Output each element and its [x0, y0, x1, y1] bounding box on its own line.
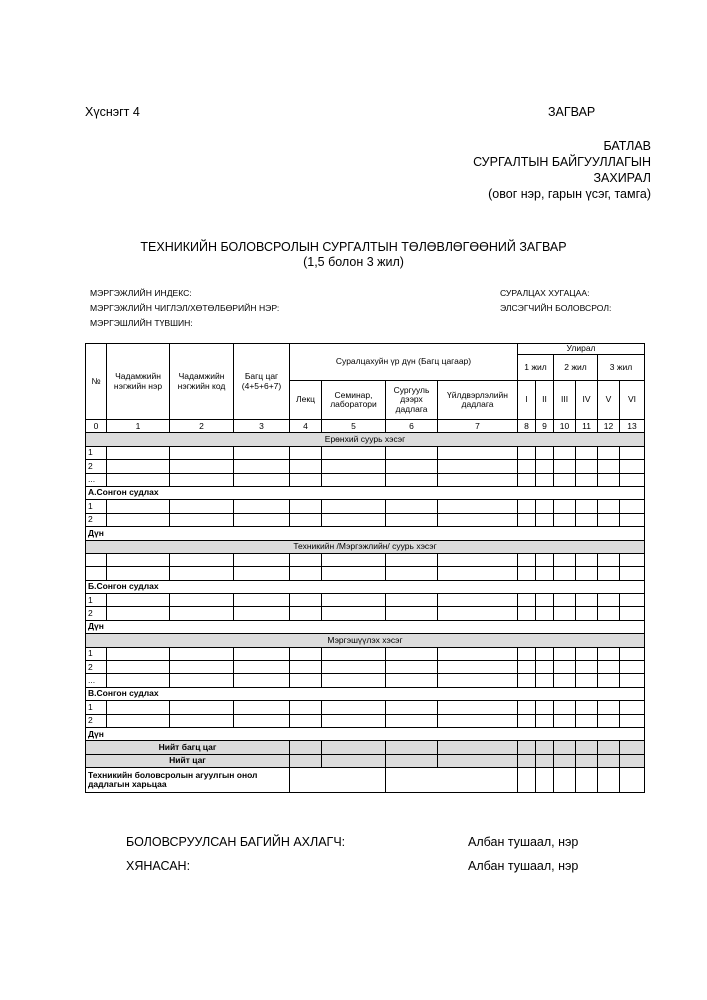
row-number: 1: [86, 446, 107, 459]
header-year-1: 1 жил: [518, 355, 554, 381]
col-num: 6: [386, 420, 438, 433]
header-sem-6: VI: [620, 381, 645, 420]
table-row: [86, 460, 645, 473]
col-num: 13: [620, 420, 645, 433]
table-row: [86, 473, 645, 486]
col-num: 7: [438, 420, 518, 433]
row-number: 2: [86, 607, 107, 620]
field-level: МЭРГЭШЛИЙН ТҮВШИН:: [90, 318, 193, 328]
col-num: 9: [536, 420, 554, 433]
row-number: 1: [86, 500, 107, 513]
header-school-practice: Сургууль дээрх дадлага: [386, 381, 438, 420]
table-row: [86, 446, 645, 459]
field-duration: СУРАЛЦАХ ХУГАЦАА:: [500, 288, 590, 298]
col-num: 4: [290, 420, 322, 433]
subtotal-label: Дүн: [86, 727, 645, 740]
org-line-1: СУРГАЛТЫН БАЙГУУЛЛАГЫН: [473, 155, 651, 169]
row-number: 1: [86, 647, 107, 660]
row-number: 2: [86, 513, 107, 526]
total-hours-label: Нийт цаг: [86, 754, 290, 767]
section-professional: Мэргэшүүлэх хэсэг: [86, 634, 645, 647]
total-credit-label: Нийт багц цаг: [86, 741, 290, 754]
header-credit: Багц цаг (4+5+6+7): [234, 344, 290, 420]
row-ellipsis: ...: [86, 473, 107, 486]
curriculum-table: [85, 343, 645, 793]
table-row: [86, 513, 645, 526]
row-number: 2: [86, 460, 107, 473]
row-number: 1: [86, 701, 107, 714]
header-seminar: Семинар, лаборатори: [322, 381, 386, 420]
header-industry-practice: Үйлдвэрлэлийн дадлага: [438, 381, 518, 420]
table-row: [86, 701, 645, 714]
col-num: 1: [107, 420, 170, 433]
checked-label: ХЯНАСАН:: [126, 859, 191, 873]
approve-label: БАТЛАВ: [603, 139, 651, 153]
header-lecture: Лекц: [290, 381, 322, 420]
section-general: Ерөнхий суурь хэсэг: [86, 433, 645, 446]
col-num: 8: [518, 420, 536, 433]
table-row: [86, 553, 645, 566]
field-index: МЭРГЭЖЛИЙН ИНДЕКС:: [90, 288, 192, 298]
template-label: ЗАГВАР: [548, 105, 596, 119]
appendix-label: Хүснэгт 4: [85, 105, 140, 119]
subtotal-label: Дүн: [86, 527, 645, 540]
col-num: 10: [554, 420, 576, 433]
header-outcome: Суралцахуйн үр дүн (Багц цагаар): [290, 344, 518, 381]
header-module-code: Чадамжийн нэгжийн код: [170, 344, 234, 420]
elective-a-label: А.Сонгон судлах: [86, 486, 645, 499]
header-semester: Улирал: [518, 344, 645, 355]
header-no: №: [86, 344, 107, 420]
header-sem-5: V: [598, 381, 620, 420]
subtotal-label: Дүн: [86, 620, 645, 633]
row-number: 2: [86, 661, 107, 674]
row-number: 1: [86, 594, 107, 607]
section-technical: Техникийн /Мэргэжлийн/ суурь хэсэг: [86, 540, 645, 553]
header-sem-4: IV: [576, 381, 598, 420]
row-ellipsis: ...: [86, 674, 107, 687]
table-row: [86, 594, 645, 607]
table-row: [86, 714, 645, 727]
table-row: [86, 567, 645, 580]
org-line-2: ЗАХИРАЛ: [593, 171, 651, 185]
table-row: [86, 661, 645, 674]
col-num: 12: [598, 420, 620, 433]
elective-c-label: В.Сонгон судлах: [86, 687, 645, 700]
header-module-name: Чадамжийн нэгжийн нэр: [107, 344, 170, 420]
org-note: (овог нэр, гарын үсэг, тамга): [488, 187, 651, 201]
col-num: 11: [576, 420, 598, 433]
col-num: 3: [234, 420, 290, 433]
header-sem-2: II: [536, 381, 554, 420]
page-title: ТЕХНИКИЙН БОЛОВСРОЛЫН СУРГАЛТЫН ТӨЛӨВЛӨГӨӨНИЙ ЗАГВАР: [140, 240, 567, 254]
team-leader-value: Албан тушаал, нэр: [468, 835, 579, 849]
header-year-2: 2 жил: [554, 355, 598, 381]
col-num: 0: [86, 420, 107, 433]
ratio-label: Техникийн боловсролын агуулгын онол дадлагын харьцаа: [86, 768, 290, 793]
team-leader-label: БОЛОВСРУУЛСАН БАГИЙН АХЛАГЧ:: [126, 835, 346, 849]
table-row: [86, 500, 645, 513]
checked-value: Албан тушаал, нэр: [468, 859, 579, 873]
table-row: [86, 674, 645, 687]
field-direction: МЭРГЭЖЛИЙН ЧИГЛЭЛ/ХӨТӨЛБӨРИЙН НЭР:: [90, 303, 280, 313]
field-entry: ЭЛСЭГЧИЙН БОЛОВСРОЛ:: [500, 303, 612, 313]
col-num: 5: [322, 420, 386, 433]
column-number-row: [86, 420, 645, 433]
table-row: [86, 647, 645, 660]
page-subtitle: (1,5 болон 3 жил): [303, 255, 404, 269]
table-row: [86, 607, 645, 620]
header-year-3: 3 жил: [598, 355, 645, 381]
header-sem-3: III: [554, 381, 576, 420]
elective-b-label: Б.Сонгон судлах: [86, 580, 645, 593]
row-number: 2: [86, 714, 107, 727]
col-num: 2: [170, 420, 234, 433]
header-sem-1: I: [518, 381, 536, 420]
